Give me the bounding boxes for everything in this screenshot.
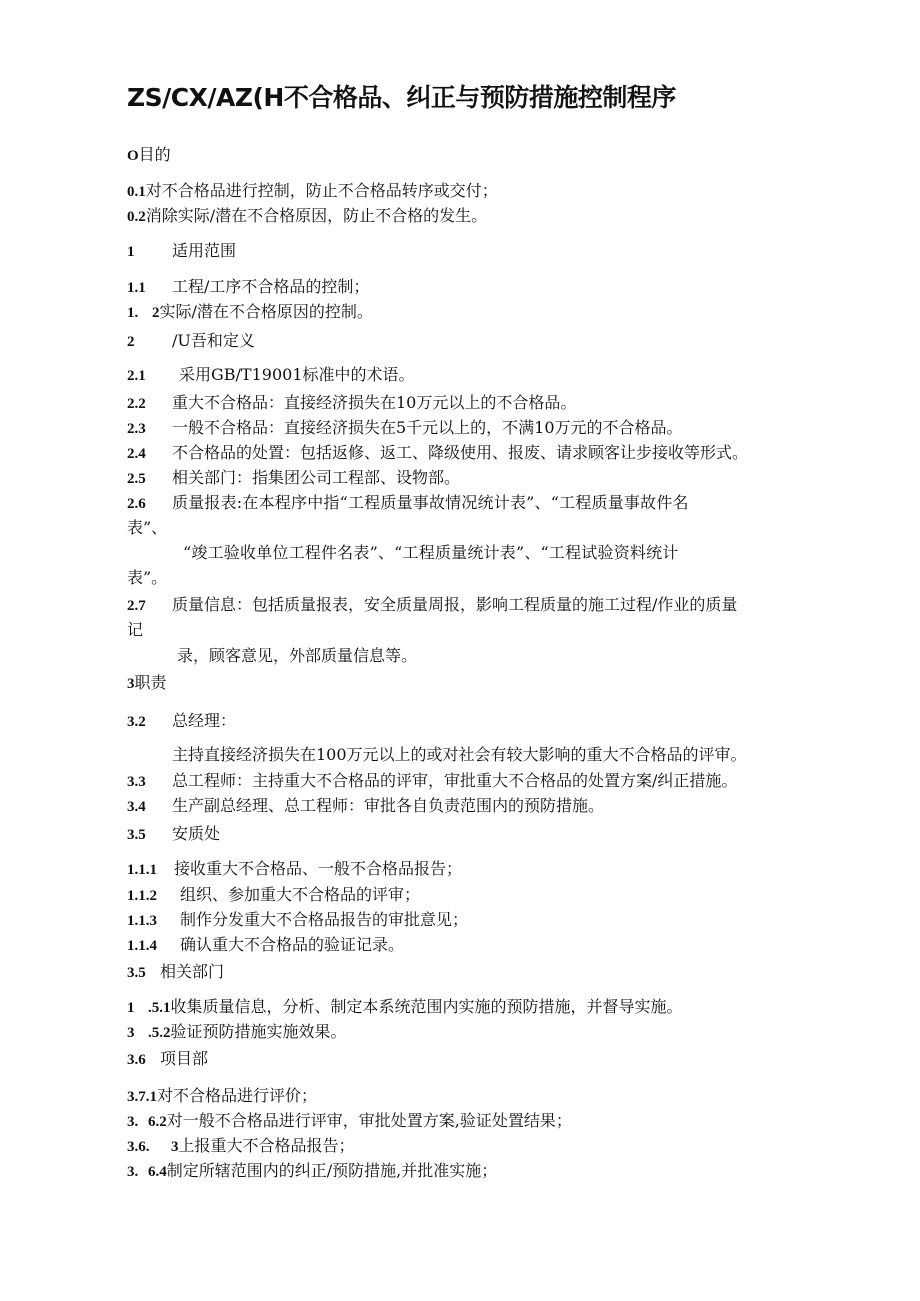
clause-line bbox=[127, 393, 576, 414]
section-text: 职责 bbox=[134, 673, 167, 692]
clause-text: 收集质量信息，分析、制定本系统范围内实施的预防措施，并督导实施。 bbox=[170, 997, 683, 1016]
clause-text: 总经理： bbox=[172, 711, 237, 730]
clause-text: 一般不合格品：直接经济损失在5千元以上的，不满10万元的不合格品。 bbox=[172, 418, 683, 437]
clause-subnumber: 6.4 bbox=[148, 1164, 167, 1180]
section-text: 目的 bbox=[138, 145, 171, 164]
section-number: 3 bbox=[127, 676, 135, 692]
clause-line bbox=[127, 302, 373, 323]
clause-text: 对一般不合格品进行评审，审批处置方案,验证处置结果； bbox=[166, 1111, 572, 1130]
clause-number: 1. bbox=[127, 305, 139, 321]
clause-text: 项目部 bbox=[160, 1049, 209, 1068]
clause-line bbox=[127, 206, 487, 227]
clause-line bbox=[127, 1111, 572, 1132]
clause-line bbox=[127, 824, 220, 845]
clause-line bbox=[127, 468, 460, 489]
clause-subnumber: 3 bbox=[171, 1139, 179, 1155]
clause-number: 2.4 bbox=[127, 446, 146, 462]
clause-line bbox=[127, 796, 604, 817]
section-number: O bbox=[127, 148, 139, 164]
clause-line bbox=[127, 910, 468, 931]
section-heading bbox=[127, 241, 236, 262]
clause-text: 相关部门：指集团公司工程部、设物部。 bbox=[172, 468, 461, 487]
clause-text: 生产副总经理、总工程师：审批各自负责范围内的预防措施。 bbox=[172, 796, 605, 815]
clause-text: 对不合格品进行评价； bbox=[157, 1086, 318, 1105]
continuation-line bbox=[127, 620, 143, 640]
clause-text: 质量信息：包括质量报表，安全质量周报，影响工程质量的施工过程/作业的质量 bbox=[172, 595, 738, 614]
clause-text: 确认重大不合格品的验证记录。 bbox=[180, 935, 405, 954]
clause-text: 制作分发重大不合格品报告的审批意见； bbox=[180, 910, 469, 929]
clause-text: 质量报表:在本程序中指“工程质量事故情况统计表”、“工程质量事故件名 bbox=[172, 493, 689, 512]
clause-text: 上报重大不合格品报告； bbox=[178, 1136, 355, 1155]
clause-line bbox=[127, 493, 689, 514]
clause-number: 3.5 bbox=[127, 965, 146, 981]
section-heading bbox=[127, 145, 171, 166]
section-text: 适用范围 bbox=[172, 241, 237, 260]
clause-number: 3.4 bbox=[127, 799, 146, 815]
clause-number: 2.3 bbox=[127, 421, 146, 437]
clause-number: 1.1.1 bbox=[127, 862, 157, 878]
clause-text: 实际/潜在不合格原因的控制。 bbox=[159, 302, 373, 321]
clause-number: 3. bbox=[127, 1114, 139, 1130]
clause-subnumber: 6.2 bbox=[148, 1114, 167, 1130]
clause-number: 0.2 bbox=[127, 209, 146, 225]
clause-number: 1 bbox=[127, 1000, 135, 1016]
continuation-line bbox=[127, 568, 167, 588]
clause-text: 安质处 bbox=[172, 824, 221, 843]
clause-text: 不合格品的处置：包括返修、返工、降级使用、报废、请求顾客让步接收等形式。 bbox=[172, 443, 749, 462]
clause-line bbox=[127, 277, 369, 298]
clause-line bbox=[127, 885, 420, 906]
clause-number: 3.3 bbox=[127, 774, 146, 790]
clause-number: 1.1.4 bbox=[127, 938, 157, 954]
clause-text: 总工程师：主持重大不合格品的评审，审批重大不合格品的处置方案/纠正措施。 bbox=[172, 771, 738, 790]
clause-number: 3 bbox=[127, 1025, 135, 1041]
clause-line bbox=[127, 962, 224, 983]
section-text: /U吾和定义 bbox=[172, 331, 255, 350]
continuation-line bbox=[172, 745, 747, 765]
continuation-line bbox=[177, 646, 417, 666]
clause-line bbox=[127, 181, 498, 202]
clause-line bbox=[127, 997, 683, 1018]
clause-line bbox=[127, 365, 415, 386]
clause-number: 3.2 bbox=[127, 714, 146, 730]
clause-line bbox=[127, 1049, 208, 1070]
clause-number: 2.1 bbox=[127, 368, 146, 384]
clause-line bbox=[127, 1136, 355, 1157]
continuation-text: 记 bbox=[127, 620, 144, 639]
clause-text: 工程/工序不合格品的控制； bbox=[172, 277, 370, 296]
clause-number: 1.1.2 bbox=[127, 888, 157, 904]
continuation-text: 表”。 bbox=[127, 568, 168, 587]
continuation-line bbox=[127, 518, 167, 538]
clause-number: 3. bbox=[127, 1164, 139, 1180]
clause-line bbox=[127, 1086, 317, 1107]
section-heading bbox=[127, 331, 255, 352]
clause-number: 0.1 bbox=[127, 184, 146, 200]
clause-line bbox=[127, 935, 404, 956]
clause-subnumber: .5.1 bbox=[148, 1000, 171, 1016]
clause-line bbox=[127, 418, 683, 439]
clause-text: 接收重大不合格品、一般不合格品报告； bbox=[174, 859, 463, 878]
clause-line bbox=[127, 1161, 497, 1182]
clause-text: 对不合格品进行控制，防止不合格品转序或交付； bbox=[145, 181, 498, 200]
continuation-text: 表”、 bbox=[127, 518, 168, 537]
clause-text: 组织、参加重大不合格品的评审； bbox=[180, 885, 421, 904]
continuation-line bbox=[183, 543, 679, 563]
clause-text: 重大不合格品：直接经济损失在10万元以上的不合格品。 bbox=[172, 393, 577, 412]
document-title: ZS/CX/AZ(H不合格品、纠正与预防措施控制程序 bbox=[127, 83, 676, 112]
section-heading bbox=[127, 673, 167, 694]
clause-line bbox=[127, 443, 748, 464]
clause-text: 验证预防措施实施效果。 bbox=[170, 1022, 347, 1041]
clause-line bbox=[127, 1022, 347, 1043]
clause-number: 1.1.3 bbox=[127, 913, 157, 929]
section-number: 1 bbox=[127, 244, 135, 260]
clause-text: 采用GB/T19001标准中的术语。 bbox=[179, 365, 415, 384]
clause-text: 消除实际/潜在不合格原因，防止不合格的发生。 bbox=[145, 206, 488, 225]
clause-line bbox=[127, 771, 737, 792]
clause-text: 制定所辖范围内的纠正/预防措施,并批准实施； bbox=[166, 1161, 498, 1180]
continuation-text: “竣工验收单位工程件名表”、“工程质量统计表”、“工程试验资料统计 bbox=[183, 543, 679, 562]
continuation-text: 录，顾客意见，外部质量信息等。 bbox=[177, 646, 418, 665]
continuation-text: 主持直接经济损失在100万元以上的或对社会有较大影响的重大不合格品的评审。 bbox=[172, 745, 747, 764]
clause-line bbox=[127, 595, 737, 616]
clause-line bbox=[127, 711, 236, 732]
clause-number: 3.5 bbox=[127, 827, 146, 843]
clause-line bbox=[127, 859, 462, 880]
clause-number: 1.1 bbox=[127, 280, 146, 296]
clause-subnumber: .5.2 bbox=[148, 1025, 171, 1041]
section-number: 2 bbox=[127, 334, 135, 350]
clause-subnumber: 2 bbox=[152, 305, 160, 321]
clause-number: 2.5 bbox=[127, 471, 146, 487]
clause-text: 相关部门 bbox=[160, 962, 225, 981]
clause-number: 2.6 bbox=[127, 496, 146, 512]
clause-number: 3.7.1 bbox=[127, 1089, 157, 1105]
clause-number: 2.7 bbox=[127, 598, 146, 614]
clause-number: 3.6. bbox=[127, 1139, 150, 1155]
clause-number: 3.6 bbox=[127, 1052, 146, 1068]
clause-number: 2.2 bbox=[127, 396, 146, 412]
